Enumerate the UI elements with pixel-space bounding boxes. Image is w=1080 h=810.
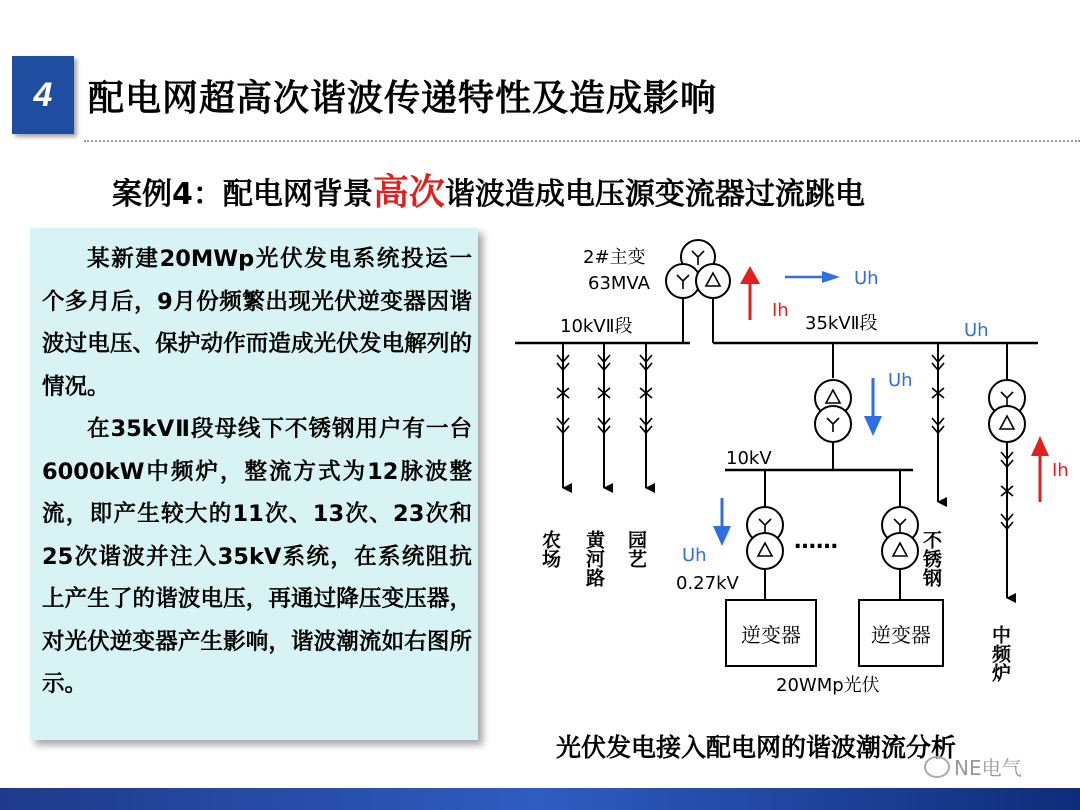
arrow-uh-top-label: Uh <box>854 268 879 289</box>
watermark <box>924 752 1022 781</box>
wechat-icon <box>924 756 950 778</box>
slide-title: 配电网超高次谐波传递特性及造成影响 <box>88 78 718 119</box>
ellipsis-dots: …… <box>794 529 838 554</box>
main-transformer-rating: 63MVA <box>588 273 650 294</box>
load-label-furnace: 中频炉 <box>989 625 1011 682</box>
low-voltage-label: 0.27kV <box>676 573 739 594</box>
harmonic-voltage-arrow-top <box>822 271 840 283</box>
pv-transformer-1 <box>747 507 783 569</box>
pv-transformer-2 <box>882 507 918 569</box>
subtitle-prefix: 案例4：配电网背景 <box>112 177 373 212</box>
harmonic-current-arrow-right <box>1031 436 1049 456</box>
harmonic-current-arrow-top <box>740 266 760 284</box>
arrow-ih-right-label: Ih <box>1052 460 1069 481</box>
diagram-caption: 光伏发电接入配电网的谐波潮流分析 <box>556 733 957 762</box>
load-label-farm: 农场 <box>539 530 561 568</box>
bottom-bar <box>0 788 1080 810</box>
inverter-label-1: 逆变器 <box>741 623 801 647</box>
section-number: 4 <box>33 75 53 114</box>
inverter-label-2: 逆变器 <box>871 623 931 647</box>
harmonic-flow-diagram <box>500 230 1069 710</box>
bus-35kv-label: 35kVⅡ段 <box>805 313 878 334</box>
load-label-stainless-steel: 不锈钢 <box>920 530 942 587</box>
description-box <box>30 228 478 740</box>
case-subtitle <box>112 164 865 215</box>
main-transformer-name: 2#主变 <box>583 247 646 268</box>
description-paragraph-2: 在35kVⅡ段母线下不锈钢用户有一台6000kW中频炉，整流方式为12脉波整流，即产生较大的11次、13次、23次和25次谐波并注入35kV系统，在系统阻抗上产生了的谐波电压，再通过降压变压器，对光伏逆变器产生影响，谐波潮流如右图所示。 <box>42 416 472 697</box>
bus-10kv-label: 10kVⅡ段 <box>560 316 633 337</box>
subtitle-highlight: 高次 <box>372 172 445 213</box>
arrow-uh-mid-label: Uh <box>888 370 913 391</box>
bus-35kv-uh: Uh <box>964 320 989 341</box>
harmonic-voltage-arrow-mid <box>864 416 882 436</box>
subtitle-suffix: 谐波造成电压源变流器过流跳电 <box>444 177 865 212</box>
pv-station-label: 20WMp光伏 <box>776 675 880 696</box>
arrow-ih-top-label: Ih <box>772 300 789 321</box>
main-transformer-symbol <box>666 240 730 298</box>
description-paragraph-1: 某新建20MWp光伏发电系统投运一个多月后，9月份频繁出现光伏逆变器因谐波过电压、保护动作而造成光伏发电解列的情况。 <box>42 246 472 400</box>
title-divider <box>84 140 1080 142</box>
harmonic-voltage-arrow-low <box>713 526 731 546</box>
bus-10kv-sub-label: 10kV <box>726 448 772 469</box>
load-label-huanghe-road: 黄河路 <box>583 530 605 587</box>
furnace-transformer <box>989 380 1025 442</box>
arrow-uh-low-label: Uh <box>682 545 707 566</box>
section-number-badge <box>12 56 74 134</box>
load-label-horticulture: 园艺 <box>625 530 647 568</box>
watermark-text: NE电气 <box>954 756 1022 780</box>
